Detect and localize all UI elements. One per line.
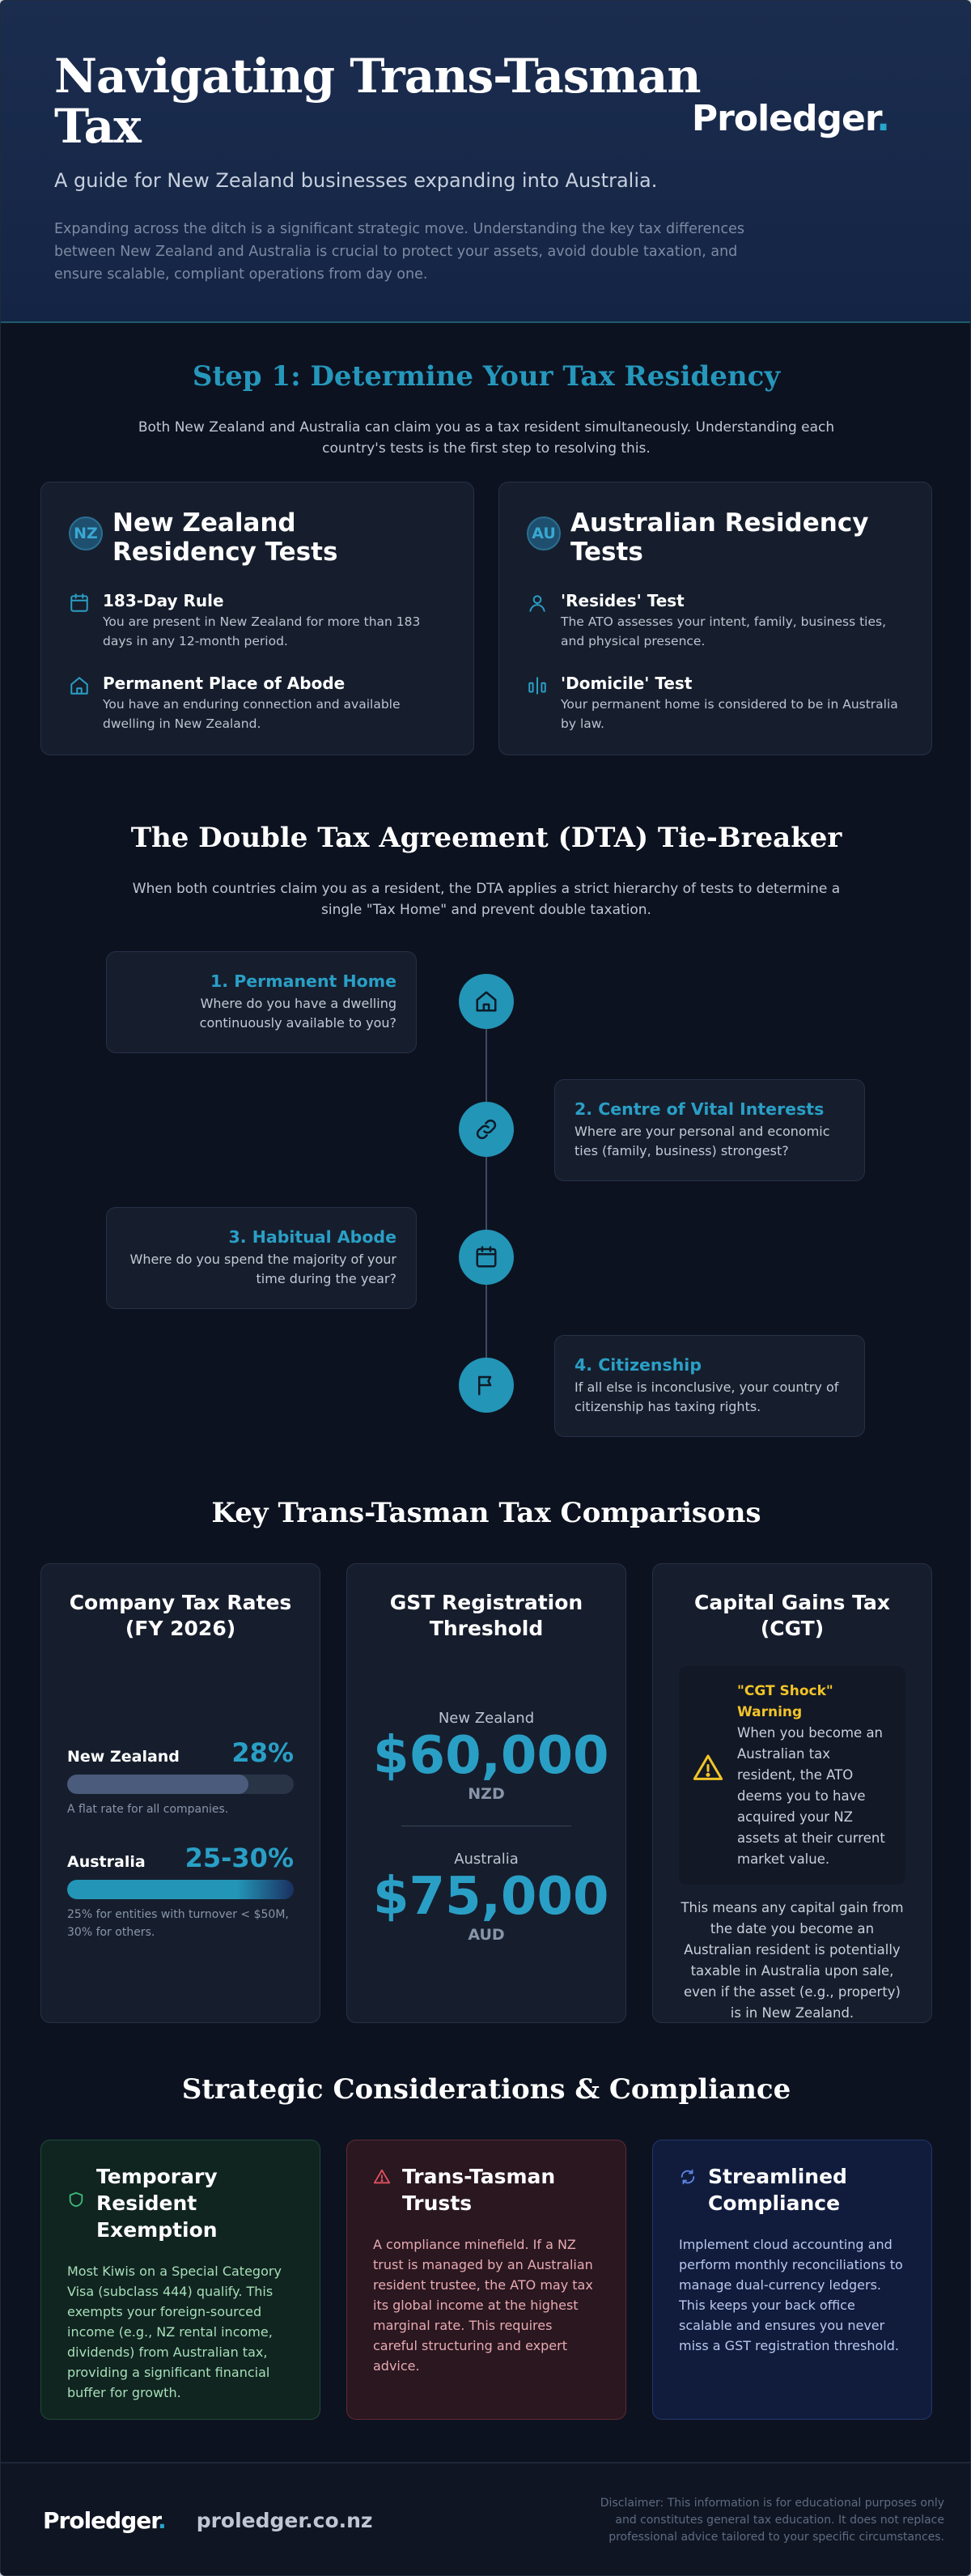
- res-item-text: The ATO assesses your intent, family, business ties, and physical presence.: [561, 614, 887, 648]
- shield-icon: [67, 2191, 85, 2208]
- footer-brand-dot: .: [158, 2506, 166, 2534]
- warning-icon: [692, 1752, 724, 1784]
- strategy-card-title: Trans-Tasman Trusts: [402, 2165, 556, 2215]
- flag-icon: [459, 1358, 514, 1413]
- cgt-warning-text: When you become an Australian tax resident, the ATO deems you to have acquired your NZ assets at their current market value.: [737, 1725, 885, 1867]
- nz-residency-card: [40, 482, 474, 755]
- dta-section: [1, 822, 971, 1469]
- res-item-text: You are present in New Zealand for more than 183 days in any 12-month period.: [103, 614, 421, 648]
- cgt-warning-title: "CGT Shock" Warning: [737, 1683, 833, 1720]
- gst-au-amount: $75,000: [373, 1867, 609, 1927]
- link-icon: [459, 1102, 514, 1157]
- warning-icon: [373, 2168, 391, 2186]
- strategy-card-temporary-resident: [40, 2140, 320, 2420]
- dta-step-title: 1. Permanent Home: [210, 971, 396, 991]
- res-item: [527, 674, 904, 733]
- dta-title: The Double Tax Agreement (DTA) Tie-Breaker: [130, 822, 842, 854]
- gst-nz-currency: NZD: [468, 1785, 505, 1803]
- dta-step-text: If all else is inconclusive, your country of citizenship has taxing rights.: [575, 1379, 839, 1414]
- gst-title: GST Registration Threshold: [389, 1591, 583, 1640]
- res-item-title: Permanent Place of Abode: [103, 674, 346, 693]
- page-footer: [1, 2462, 971, 2576]
- dta-step-text: Where do you have a dwelling continuously available to you?: [199, 996, 396, 1031]
- res-item: [69, 674, 446, 733]
- nz-rate-value: 28%: [231, 1737, 294, 1768]
- comparison-title: Key Trans-Tasman Tax Comparisons: [211, 1497, 761, 1529]
- brand-logo: [692, 98, 889, 139]
- strategy-title: Strategic Considerations & Compliance: [181, 2073, 791, 2106]
- disclaimer-text: Disclaimer: This information is for educational purposes only and constitutes general tax education. It does not replace professional advice tailored to your specific circumstances.: [600, 2496, 944, 2544]
- company-tax-card: [40, 1563, 320, 2023]
- res-item-title: 'Domicile' Test: [561, 674, 693, 693]
- nz-rate-bar-fill: [67, 1775, 248, 1794]
- dta-step-card: [554, 1079, 865, 1181]
- res-item-title: 183-Day Rule: [103, 591, 224, 610]
- person-icon: [527, 593, 548, 614]
- home-icon: [459, 974, 514, 1029]
- page-title: Navigating Trans-Tasman Tax: [54, 49, 701, 154]
- strategy-card-compliance: [652, 2140, 932, 2420]
- au-rate-bar: [67, 1880, 294, 1899]
- strategy-section: [1, 2073, 971, 2420]
- strategy-card-text: Most Kiwis on a Special Category Visa (subclass 444) qualify. This exempts your foreign-sourced income (e.g., NZ rental income, dividends) from Australian tax, providing a significant financial buffer for growth.: [67, 2264, 282, 2400]
- dta-step-title: 4. Citizenship: [575, 1355, 702, 1375]
- cgt-title: Capital Gains Tax (CGT): [694, 1591, 890, 1640]
- website-link[interactable]: proledger.co.nz: [196, 2508, 373, 2532]
- res-item-text: Your permanent home is considered to be in Australia by law.: [561, 697, 898, 731]
- res-item: [69, 591, 446, 651]
- nz-rate-note: A flat rate for all companies.: [67, 1803, 229, 1816]
- nz-badge: NZ: [69, 516, 103, 550]
- au-rate-label: Australia: [67, 1853, 146, 1871]
- strategy-card-trusts: [346, 2140, 626, 2420]
- au-rate-block: [67, 1843, 294, 1941]
- dta-step-title: 3. Habitual Abode: [228, 1227, 396, 1247]
- intro-text: Expanding across the ditch is a significant strategic move. Understanding the key tax differences between New Zealand and Australia is crucial to protect your assets, avoid double taxation, and ensure scalable, compliant operations from day one.: [54, 221, 745, 283]
- gst-nz-amount: $60,000: [373, 1726, 609, 1786]
- dta-step-card: [554, 1335, 865, 1437]
- nz-rate-label: New Zealand: [67, 1748, 180, 1766]
- au-rate-bar-fill: [67, 1880, 294, 1899]
- dta-timeline: [1, 951, 971, 1469]
- company-tax-title: Company Tax Rates (FY 2026): [69, 1591, 292, 1640]
- scale-icon: [527, 675, 548, 696]
- dta-step-title: 2. Centre of Vital Interests: [575, 1099, 825, 1119]
- calendar-icon: [69, 593, 90, 614]
- gst-card: [346, 1563, 626, 2023]
- nz-residency-title: New Zealand Residency Tests: [112, 508, 338, 567]
- brand-dot: .: [876, 98, 889, 139]
- home-icon: [69, 675, 90, 696]
- res-item-title: 'Resides' Test: [561, 591, 685, 610]
- dta-step-card: [106, 951, 417, 1053]
- dta-step-card: [106, 1207, 417, 1309]
- dta-desc: When both countries claim you as a resident, the DTA applies a strict hierarchy of tests to determine a single "Tax Home" and prevent double taxation.: [132, 881, 841, 918]
- residency-title: Step 1: Determine Your Tax Residency: [192, 360, 781, 393]
- strategy-card-title: Streamlined Compliance: [708, 2165, 847, 2215]
- au-residency-card: [498, 482, 932, 755]
- calendar-icon: [459, 1230, 514, 1285]
- strategy-card-title: Temporary Resident Exemption: [96, 2165, 218, 2242]
- brand-name: Proledger: [691, 98, 877, 139]
- dta-step-text: Where are your personal and economic ties (family, business) strongest?: [575, 1124, 830, 1158]
- au-badge: AU: [527, 516, 561, 550]
- gst-au-label: Australia: [454, 1851, 519, 1868]
- residency-section: [1, 360, 971, 755]
- footer-brand-name: Proledger: [43, 2506, 159, 2534]
- dta-step-text: Where do you spend the majority of your time during the year?: [129, 1252, 396, 1286]
- nz-rate-bar: [67, 1775, 294, 1794]
- res-item-text: You have an enduring connection and available dwelling in New Zealand.: [103, 697, 401, 731]
- au-residency-title: Australian Residency Tests: [570, 508, 869, 567]
- cgt-text: This means any capital gain from the date you become an Australian resident is potentially taxable in Australia upon sale, even if the asset (e.g., property) is in New Zealand.: [681, 1900, 904, 2021]
- page-subtitle: A guide for New Zealand businesses expanding into Australia.: [54, 169, 658, 192]
- gst-au-currency: AUD: [468, 1926, 505, 1944]
- au-rate-value: 25-30%: [184, 1843, 294, 1873]
- comparison-section: [1, 1497, 971, 2023]
- res-item: [527, 591, 904, 651]
- timeline-line: [486, 984, 487, 1405]
- cgt-card: [652, 1563, 932, 2023]
- strategy-card-text: A compliance minefield. If a NZ trust is managed by an Australian resident trustee, the ATO may tax its global income at the highest marginal rate. This requires careful structuring and expert advice.: [373, 2237, 593, 2374]
- residency-desc: Both New Zealand and Australia can claim you as a tax resident simultaneously. Understanding each country's tests is the first step to resolving this.: [138, 419, 835, 457]
- footer-logo: [43, 2507, 166, 2534]
- cloud-sync-icon: [679, 2168, 697, 2186]
- nz-rate-block: [67, 1737, 294, 1818]
- strategy-card-text: Implement cloud accounting and perform monthly reconciliations to manage dual-currency ledgers. This keeps your back office scalable and ensures you never miss a GST registration threshold.: [679, 2237, 903, 2353]
- hero-header: [1, 1, 970, 323]
- gst-nz-label: New Zealand: [438, 1710, 535, 1727]
- cgt-warning-box: [679, 1666, 905, 1885]
- au-rate-note: 25% for entities with turnover < $50M, 30% for others.: [67, 1908, 289, 1939]
